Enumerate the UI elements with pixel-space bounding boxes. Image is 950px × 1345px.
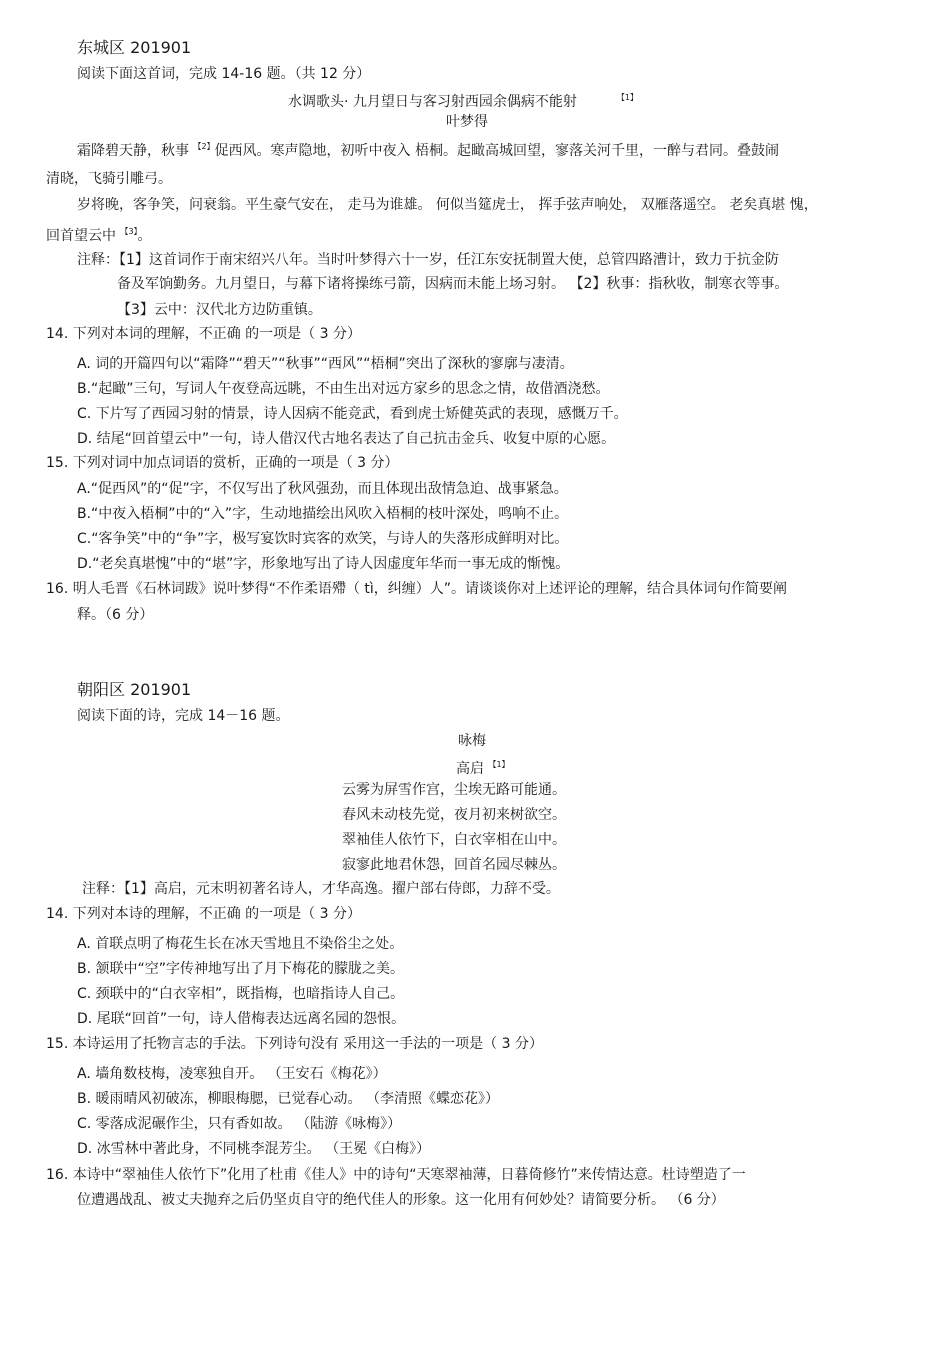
poem-line: 春风未动枝先觉，夜月初来树欲空。: [342, 807, 566, 823]
annotation: 备及军饷勤务。九月望日，与幕下诸将操练弓箭，因病而未能上场习射。 【2】秋事：指秋收，制寒衣等事。: [117, 276, 789, 292]
option-a: A. 词的开篇四句以“霜降”“碧天”“秋事”“西风”“梧桐”突出了深秋的寥廓与凄清。: [77, 356, 574, 372]
section-heading-dongcheng: 东城区 201901: [77, 38, 192, 57]
annotation: 注释：【1】高启，元末明初著名诗人，才华高逸。擢户部右侍郎，力辞不受。: [82, 881, 560, 897]
option-a: A. 首联点明了梅花生长在冰天雪地且不染俗尘之处。: [77, 936, 404, 952]
question-14: 14. 下列对本诗的理解，不正确 的一项是（ 3 分）: [46, 906, 361, 922]
question-15: 15. 本诗运用了托物言志的手法。下列诗句没有 采用这一手法的一项是（ 3 分）: [46, 1036, 543, 1052]
question-15: 15. 下列对词中加点词语的赏析，正确的一项是（ 3 分）: [46, 455, 399, 471]
option-d: D. 结尾“回首望云中”一句，诗人借汉代古地名表达了自己抗击金兵、收复中原的心愿。: [77, 431, 616, 447]
annotation: 注释：【1】这首词作于南宋绍兴八年。当时叶梦得六十一岁，任江东安抚制置大使，总管四路漕计，致力于抗金防: [77, 252, 779, 268]
poem-line: 云雾为屏雪作宫，尘埃无路可能通。: [342, 782, 566, 798]
option-a: A. 墙角数枝梅，凌寒独自开。 （王安石《梅花》）: [77, 1066, 387, 1082]
poem-author: 高启 $^{【1】}$: [456, 760, 510, 777]
option-a: A.“促西风”的“促”字，不仅写出了秋风强劲，而且体现出敌情急迫、战事紧急。: [77, 481, 568, 497]
poem-line: 寂寥此地君休怨，回首名园尽棘丛。: [342, 857, 566, 873]
poem-author: 叶梦得: [446, 114, 488, 130]
option-d: D. 冰雪林中著此身，不同桃李混芳尘。 （王冕《白梅》）: [77, 1141, 431, 1157]
question-16-cont: 位遭遇战乱、被丈夫抛弃之后仍坚贞自守的绝代佳人的形象。这一化用有何妙处？请简要分析。 （6 分）: [77, 1192, 725, 1208]
question-16-cont: 释。（6 分）: [77, 607, 154, 623]
poem-line: 霜降碧天静，秋事 $^{【2】}$促西风。寒声隐地，初听中夜入 梧桐。起瞰高城回望，寥落关河千里，一醉与君同。叠鼓闹: [77, 142, 779, 159]
option-c: C. 下片写了西园习射的情景，诗人因病不能竞武，看到虎士矫健英武的表现，感慨万千。: [77, 406, 628, 422]
annotation: 【3】云中：汉代北方边防重镇。: [117, 302, 322, 318]
question-16: 16. 明人毛晋《石林词跋》说叶梦得“不作柔语殢（ tì，纠缠）人”。请谈谈你对上述评论的理解，结合具体词句作简要阐: [46, 581, 788, 597]
option-c: C. 零落成泥碾作尘，只有香如故。 （陆游《咏梅》）: [77, 1116, 402, 1132]
section-heading-chaoyang: 朝阳区 201901: [77, 680, 192, 699]
option-d: D.“老矣真堪愧”中的“堪”字，形象地写出了诗人因虚度年华而一事无成的惭愧。: [77, 556, 570, 572]
option-b: B.“中夜入梧桐”中的“入”字，生动地描绘出风吹入梧桐的枝叶深处，鸣响不止。: [77, 506, 569, 522]
option-c: C. 颈联中的“白衣宰相”，既指梅，也暗指诗人自己。: [77, 986, 405, 1002]
poem-line: 回首望云中 $^{【3】}$。: [46, 227, 152, 244]
option-c: C.“客争笑”中的“争”字，极写宴饮时宾客的欢笑，与诗人的失落形成鲜明对比。: [77, 531, 569, 547]
section-intro: 阅读下面这首词，完成 14-16 题。（共 12 分）: [77, 66, 371, 82]
option-d: D. 尾联“回首”一句，诗人借梅表达远离名园的怨恨。: [77, 1011, 406, 1027]
option-b: B. 暖雨晴风初破冻，柳眼梅腮，已觉春心动。 （李清照《蝶恋花》）: [77, 1091, 499, 1107]
poem-line: 翠袖佳人依竹下，白衣宰相在山中。: [342, 832, 566, 848]
poem-title: 水调歌头· 九月望日与客习射西园余偶病不能射 $^{【1】}$: [288, 93, 638, 110]
option-b: B.“起瞰”三句，写词人午夜登高远眺，不由生出对远方家乡的思念之情，故借酒浇愁。: [77, 381, 610, 397]
question-14: 14. 下列对本词的理解，不正确 的一项是（ 3 分）: [46, 326, 361, 342]
poem-title: 咏梅: [458, 733, 486, 749]
option-b: B. 颔联中“空”字传神地写出了月下梅花的朦胧之美。: [77, 961, 405, 977]
section-intro: 阅读下面的诗，完成 14－16 题。: [77, 708, 290, 724]
poem-line: 岁将晚，客争笑，问衰翁。平生豪气安在， 走马为谁雄。 何似当筵虎士， 挥手弦声响处， 双雁落遥空。 老矣真堪 愧，: [77, 197, 818, 213]
question-16: 16. 本诗中“翠袖佳人依竹下”化用了杜甫《佳人》中的诗句“天寒翠袖薄，日暮倚修竹”来传情达意。杜诗塑造了一: [46, 1167, 746, 1183]
poem-line: 清晓，飞骑引雕弓。: [46, 171, 172, 187]
